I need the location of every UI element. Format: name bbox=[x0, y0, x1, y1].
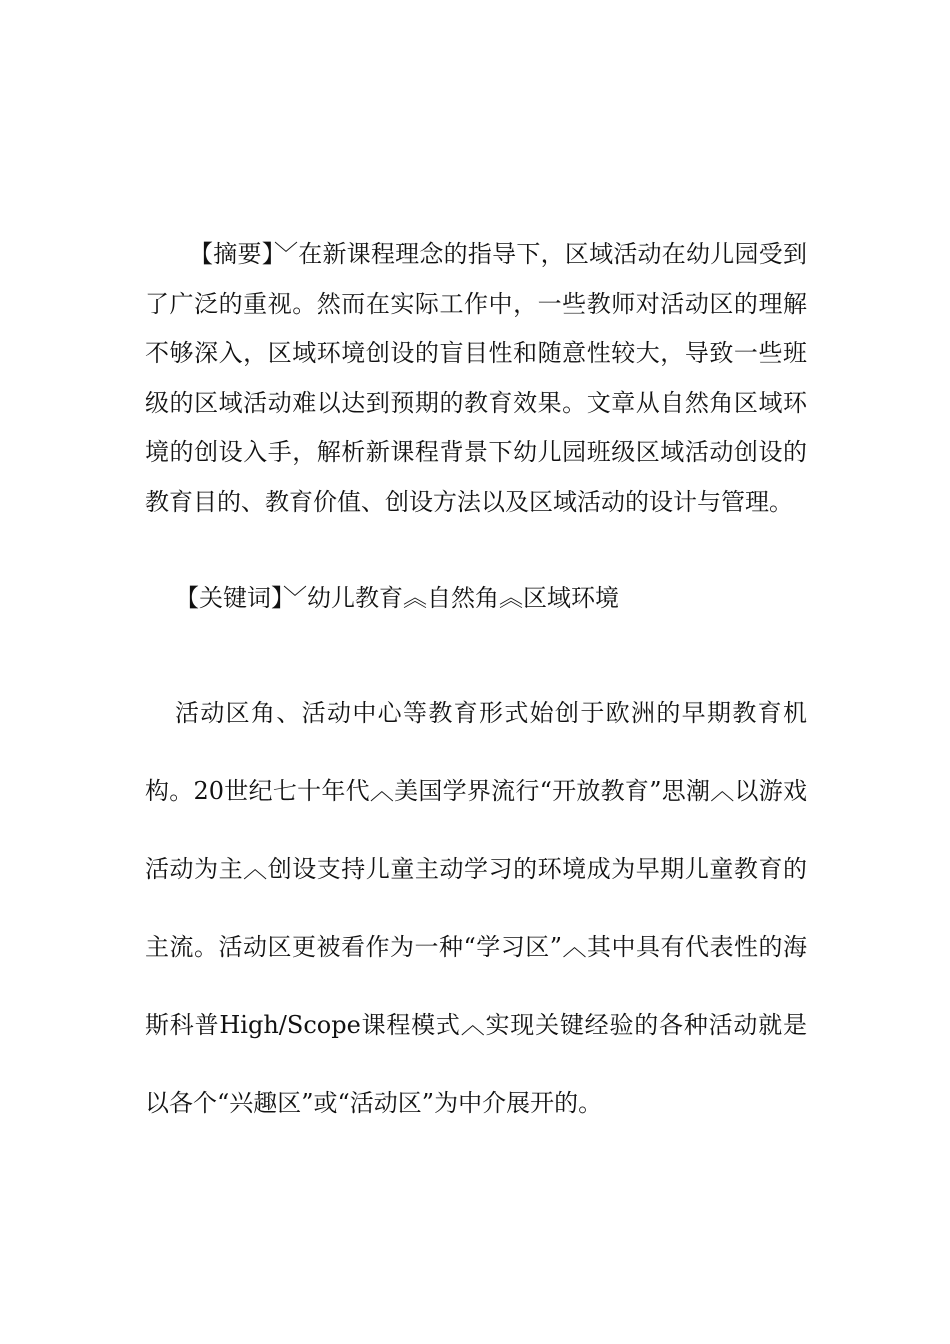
abstract-paragraph: 【摘要】﹀在新课程理念的指导下，区域活动在幼儿园受到了广泛的重视。然而在实际工作中，一些教师对活动区的理解不够深入，区域环境创设的盲目性和随意性较大，导致一些班级的区域活动难以达到预期的教育效果。文章从自然角区域环境的创设入手，解析新课程背景下幼儿园班级区域活动创设的教育目的、教育价值、创设方法以及区域活动的设计与管理。 bbox=[145, 240, 807, 516]
keywords-line: 【关键词】﹀幼儿教育︽自然角︽区域环境 bbox=[175, 584, 619, 612]
body-paragraph: 活动区角、活动中心等教育形式始创于欧洲的早期教育机构。20世纪七十年代︿美国学界流行“开放教育”思潮︿以游戏活动为主︿创设支持儿童主动学习的环境成为早期儿童教育的主流。活动区更被看作为一种“学习区”︿其中具有代表性的海斯科普High/Scope课程模式︿实现关键经验的各种活动就是以各个“兴趣区”或“活动区”为中介展开的。 bbox=[145, 699, 807, 1117]
